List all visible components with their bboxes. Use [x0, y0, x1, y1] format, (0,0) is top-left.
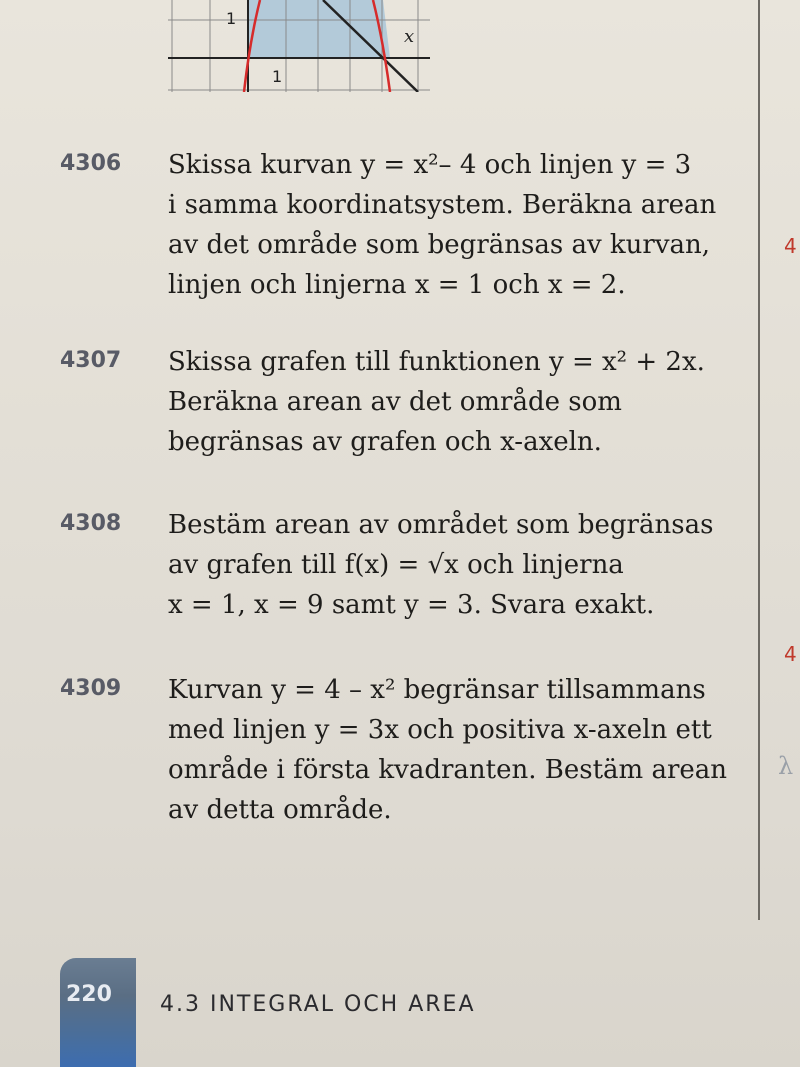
margin-handwritten-note: λ [778, 752, 794, 780]
exercise-text [168, 670, 727, 830]
exercise-line: begränsas av grafen och x-axeln. [168, 427, 602, 457]
x-axis-label: x [404, 26, 415, 47]
y-tick-label: 1 [226, 9, 237, 28]
exercise-line: x = 1, x = 9 samt y = 3. Svara exakt. [168, 590, 655, 620]
exercise-line: med linjen y = 3x och positiva x-axeln ett [168, 715, 712, 745]
page-number: 220 [66, 982, 112, 1007]
exercise-line: i samma koordinatsystem. Beräkna arean [168, 190, 717, 220]
exercise-4309 [60, 670, 750, 840]
page-number-badge [60, 958, 136, 1067]
margin-mark-top: 4 [784, 234, 797, 258]
exercise-line: område i första kvadranten. Bestäm arean [168, 755, 728, 785]
margin-line [758, 0, 760, 920]
exercise-text [168, 505, 713, 625]
shaded-region [248, 0, 390, 58]
exercise-text [168, 342, 705, 462]
exercise-number: 4306 [60, 151, 122, 176]
exercise-line: Skissa grafen till funktionen y = x² + 2x. [168, 347, 705, 377]
exercise-number: 4307 [60, 348, 122, 373]
x-tick-label: 1 [272, 67, 283, 86]
exercise-4307 [60, 342, 750, 472]
margin-mark-bottom: 4 [784, 642, 797, 666]
coordinate-graph [168, 0, 430, 92]
exercise-line: Bestäm arean av området som begränsas [168, 510, 714, 540]
exercise-line: av det område som begränsas av kurvan, [168, 230, 711, 260]
exercise-line: av detta område. [168, 795, 392, 825]
exercise-line: Kurvan y = 4 – x² begränsar tillsammans [168, 675, 706, 705]
exercise-text [168, 145, 716, 305]
exercise-line: Beräkna arean av det område som [168, 387, 622, 417]
exercise-4306 [60, 145, 750, 315]
section-title: 4.3 INTEGRAL OCH AREA [160, 992, 476, 1017]
exercise-line: linjen och linjerna x = 1 och x = 2. [168, 270, 626, 300]
exercise-number: 4309 [60, 676, 122, 701]
exercise-line: av grafen till f(x) = √x och linjerna [168, 550, 624, 580]
exercise-line: Skissa kurvan y = x²– 4 och linjen y = 3 [168, 150, 692, 180]
exercise-4308 [60, 505, 750, 635]
exercise-number: 4308 [60, 511, 122, 536]
